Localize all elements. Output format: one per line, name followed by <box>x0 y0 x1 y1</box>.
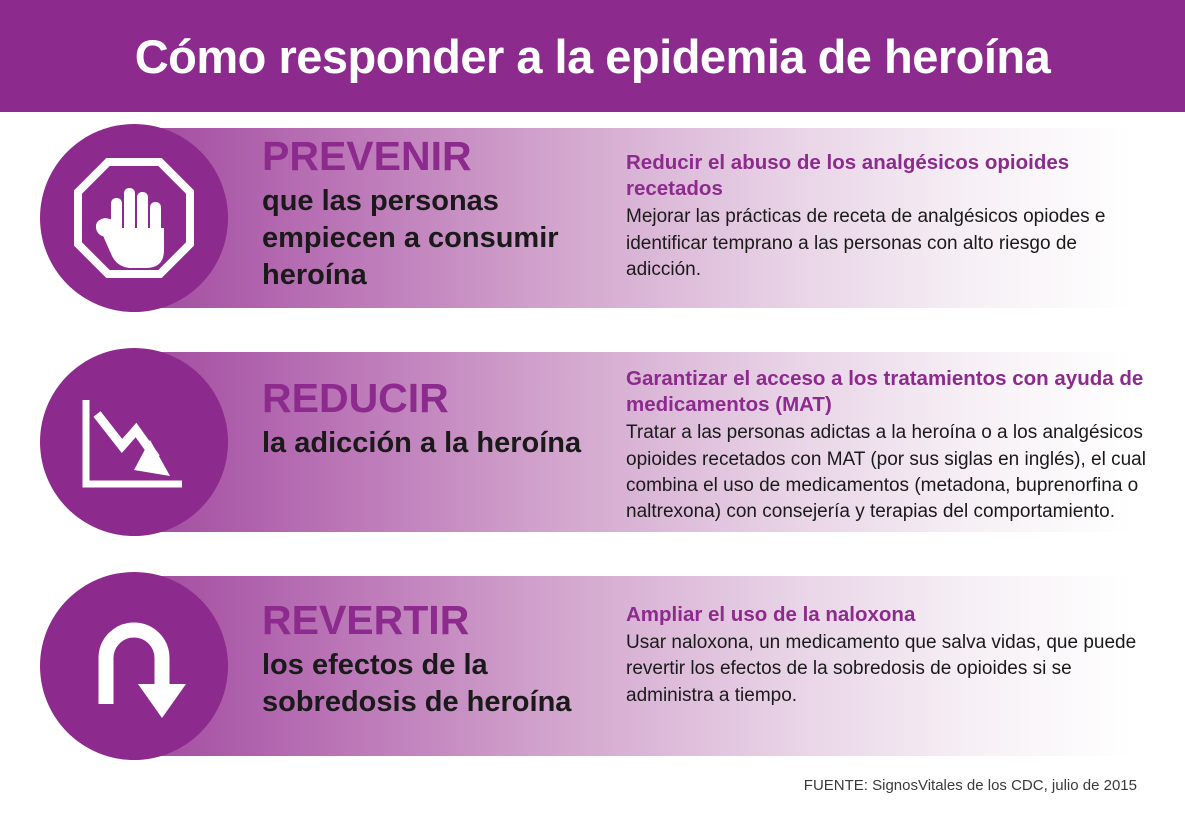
row-revertir <box>0 560 1185 770</box>
row-reducir <box>0 336 1185 546</box>
row-lead: Reducir el abuso de los analgésicos opioides recetados <box>626 151 1070 201</box>
row-keyword: PREVENIR <box>262 133 472 179</box>
row-subtitle: los efectos de la sobredosis de heroína <box>262 649 572 719</box>
source-note: FUENTE: SignosVitales de los CDC, julio de 2015 <box>803 777 1137 794</box>
row-text: Tratar a las personas adictas a la heroína o a los analgésicos opioides recetados con MAT (por sus siglas en inglés), el cual combina el uso de medicamentos (metadona, buprenorfina o naltrexona) con consejería y terapias del comportamiento. <box>626 422 1146 523</box>
page-title: Cómo responder a la epidemia de heroína <box>134 29 1051 83</box>
row-headline <box>262 597 592 721</box>
row-subtitle: la adicción a la heroína <box>262 427 582 459</box>
row-keyword: REDUCIR <box>262 375 449 421</box>
row-lead: Ampliar el uso de la naloxona <box>626 603 916 626</box>
row-lead: Garantizar el acceso a los tratamientos con ayuda de medicamentos (MAT) <box>626 367 1144 417</box>
row-headline <box>262 375 592 462</box>
downward-trend-arrow-icon <box>40 348 228 536</box>
row-body <box>626 602 1156 709</box>
row-body <box>626 150 1156 283</box>
row-keyword: REVERTIR <box>262 597 470 643</box>
row-headline <box>262 133 592 294</box>
row-body <box>626 366 1156 525</box>
hand-stop-octagon-icon <box>40 124 228 312</box>
u-turn-arrow-icon <box>40 572 228 760</box>
row-text: Usar naloxona, un medicamento que salva vidas, que puede revertir los efectos de la sobredosis de opioides si se administra a tiempo. <box>626 632 1137 706</box>
row-text: Mejorar las prácticas de receta de analgésicos opiodes e identificar temprano a las personas con alto riesgo de adicción. <box>626 206 1106 280</box>
row-subtitle: que las personas empiecen a consumir heroína <box>262 185 559 292</box>
content-rows <box>0 112 1185 784</box>
header-banner <box>0 0 1185 112</box>
row-prevenir <box>0 112 1185 322</box>
